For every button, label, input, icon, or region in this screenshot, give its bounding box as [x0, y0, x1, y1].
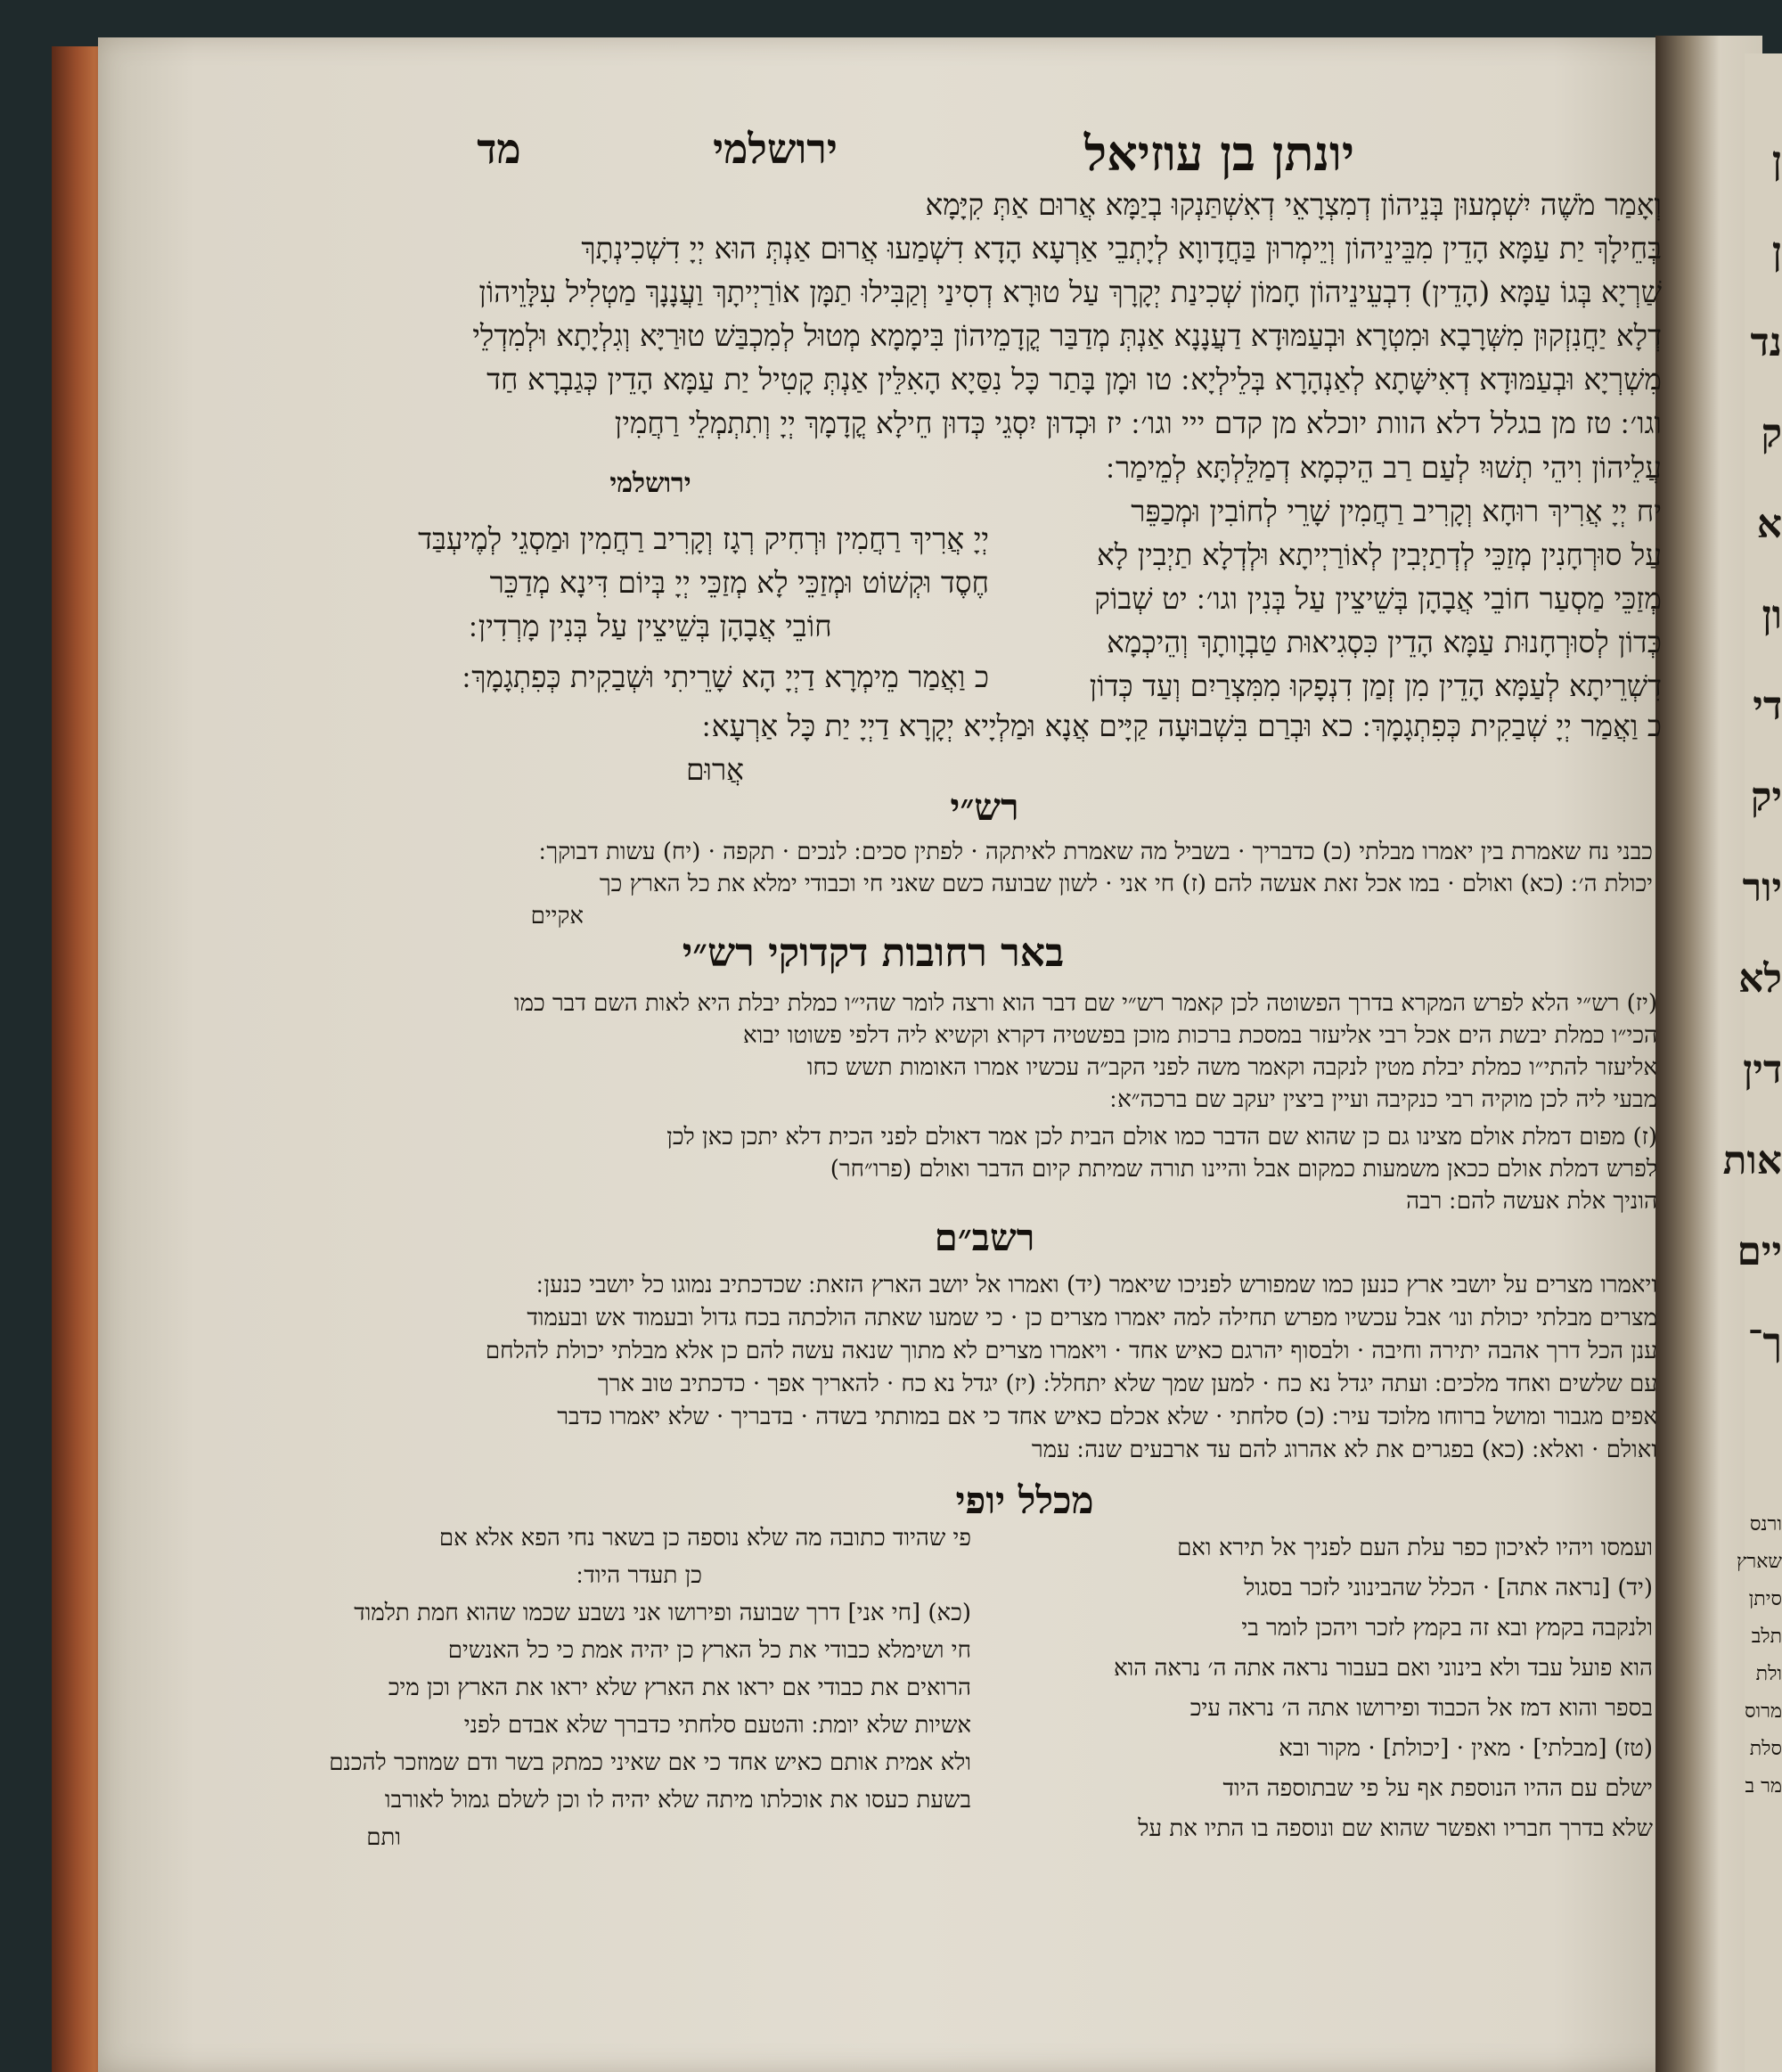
- next-page-small: סיתן: [1748, 1588, 1782, 1610]
- next-page-char: יים: [1737, 1229, 1782, 1274]
- mikhlal-line: (כא) [חי אני] דרך שבועה ופירושו אני נשבע שכמו שהוא חמת תלמוד: [354, 1600, 971, 1626]
- targum-line: דִשְׁרֵיתָא לְעַמָּא הָדֵין מִן זְמַן דִנְפָקוּ מִמִּצְרַיִם וְעַד כְּדוֹן: [1089, 668, 1662, 703]
- mikhlal-line: ישלם עם ההיו הנוספת אף על פי שבתוספה היוד: [1222, 1775, 1653, 1802]
- next-page-small: תלב: [1751, 1626, 1782, 1648]
- yerushalmi-line: חוֹבֵי אֲבָהָן בְּשֵׁיצֵין עַל בְּנִין מָרְדִין ׃: [469, 609, 832, 643]
- next-page-char: ן: [1771, 138, 1782, 184]
- next-page-fragments: [1722, 116, 1782, 1388]
- rashi-text: [316, 836, 1653, 932]
- beer-line: (יז) רש״י הלא לפרש המקרא בדרך הפשוטה לכן קאמר רש״י שם דבר הוא ורצה לומר שהי״ו כמלת יבלת היא לאות השם דבר כמו: [513, 990, 1657, 1017]
- targum-line: אֲרוּם: [685, 752, 744, 787]
- mikhlal-line: ולנקבה בקמץ ובא זה בקמץ לזכר ויהכן לומר בי: [1241, 1615, 1653, 1642]
- next-page-char: דין: [1743, 1047, 1782, 1093]
- rashbam-text: [312, 1269, 1657, 1467]
- next-page-char: יור: [1742, 865, 1782, 911]
- mikhlal-line: שלא בדרך חבריו ואפשר שהוא שם ונוספה בו התיו את על: [1138, 1815, 1653, 1842]
- mikhlal-line: פי שהיוד כתובה מה שלא נוספה כן בשאר נחי הפא אלא אם: [438, 1525, 971, 1552]
- rashi-line: יכולת ה׳ ׃ (כא) ואולם · במו אכל זאת אעשה להם (ז) חי אני · לשון שבועה כשם שאני חי וכבודי ימלא את כל הארץ כך: [599, 871, 1653, 897]
- next-page-char: נד: [1750, 320, 1782, 365]
- mikhlal-line: בספר והוא דמז אל הכבוד ופירושו אתה ה׳ נראה עיכ: [1189, 1695, 1653, 1722]
- targum-line: כְּדוֹן לְסוּרְחָנוּת עַמָּא הָדֵין כִּסְגִיאוּת טַבְוָותָךְ וְהֵיכְמָא: [1107, 625, 1662, 659]
- targum-line: שַׁרְיָא בְּגוֹ עַמָּא (הָדֵין) דִבְעֵינֵיהוֹן חָמוֹן שְׁכִינַת יְקָרָךְ עַל טוּרָא דְסִינַי וְקַבִּילוּ תַמָּן אוֹרַיְיתָךְ וַעֲנָנָךְ מַטְלִיל עִלָּוֵיהוֹן: [478, 274, 1662, 309]
- beer-text: [312, 987, 1657, 1217]
- beer-line: הוניך אלת אעשה להם ׃ רבה: [1406, 1188, 1657, 1215]
- rashbam-line: ענן הכל דרך אהבה יתירה וחיבה · ולבסוף יהרגם כאיש אחד · ויאמרו מצרים לא מתוך שנאה עשה להם כן אלא מבלתי יכולת להלחם: [485, 1338, 1657, 1364]
- mikhlal-line: חי ושימלא כבודי את כל הארץ כן יהיה אמת כי כל האנשים: [447, 1637, 971, 1664]
- next-page-char: ון: [1762, 593, 1782, 638]
- targum-line: עַל סוּרְחָנִין מְזַכֵּי לְדְתַיְבִין לְאוֹרַיְיתָא וּלְדְלָא תַיְבִין לָא: [1097, 537, 1662, 572]
- next-page-char: ק: [1761, 411, 1782, 456]
- running-title-right: יונתן בן עוזיאל: [1083, 125, 1354, 182]
- page-number: מד: [477, 125, 521, 173]
- rashi-section: [316, 782, 1653, 932]
- rashi-title: רש״י: [950, 785, 1019, 829]
- mikhlal-yofi-right-column: [993, 1528, 1653, 1849]
- rashbam-line: אפים מגבור ומושל ברוחו מלוכד עיר ׃ (כ) סלחתי · שלא אכלם כאיש אחד כי אם במותתי בשדה · בדבריך · שלא יאמרו כדבר: [557, 1404, 1657, 1430]
- beer-line: מבעי ליה לכן מוקיה רבי כנקיבה ועיין ביצין יעקב שם ברכה״א ׃: [1109, 1086, 1657, 1113]
- mikhlal-line: כן תעדר היוד ׃: [576, 1562, 702, 1589]
- mikhlal-line: הוא פועל עבד ולא בינוני ואם בעבור נראה אתה ה׳ נראה הוא: [1114, 1655, 1653, 1682]
- next-page-char: ך־: [1747, 1320, 1782, 1365]
- yerushalmi-text: [312, 517, 989, 699]
- next-page-char: אות: [1722, 1138, 1782, 1183]
- mikhlal-line: בשעת כעסו את אוכלתו מיתה שלא יהיה לו וכן לשלם גמול לאורבו: [384, 1787, 971, 1814]
- targum-line: וגו׳ ׃ טז מן בגלל דלא הוות יוכלא מן קדם ייי וגו׳ ׃ יז וּכְדוּן יִסְגֵי כְּדוּן חֵילָא קֳדָמָךְ יְיָ וְתִתְמְלֵי רַחֲמִין: [614, 405, 1662, 440]
- yerushalmi-column: [312, 463, 989, 699]
- next-page-small: ולת: [1755, 1663, 1782, 1685]
- mikhlal-line: הרואים את כבודי אם יראו את הארץ שלא יראו את הארץ וכן מיכ: [388, 1675, 971, 1701]
- mikhlal-line: ולא אמית אותם כאיש אחד כי אם שאיני כמתק בשר ודם שמוזכר להכנם: [329, 1749, 971, 1776]
- next-page-char: א: [1756, 502, 1782, 547]
- mikhlal-line: (יד) [נראה אתה] · הכלל שהבינוני לזכר בסגול: [1244, 1575, 1653, 1601]
- next-page-char: יק: [1750, 774, 1782, 820]
- next-page-small: מרוס: [1745, 1700, 1782, 1723]
- next-page-small: ורנס: [1749, 1513, 1782, 1536]
- mikhlal-yofi-title: מכלל יופי: [955, 1478, 1094, 1522]
- mikhlal-line: ותם: [366, 1824, 401, 1851]
- targum-line: יח יְיָ אֲרִיךְ רוּחָא וְקָרִיב רַחֲמִין שָׁרֵי לְחוֹבִין וּמְכַפֵּר: [1131, 494, 1662, 528]
- mikhlal-line: אשיות שלא יומת ׃ והטעם סלחתי כדברך שלא אבדם לפני: [463, 1712, 971, 1739]
- beer-line: (ז) מפום דמלת אולם מצינו גם כן שהוא שם הדבר כמו אולם הבית לכן אמר דאולם לפני הכית דלא יתכן כאן לכן: [666, 1124, 1657, 1151]
- rashbam-line: ואולם · ואלא ׃ (כא) בפגרים את לא אהרוג להם עד ארבעים שנה ׃ עמר: [1031, 1437, 1657, 1463]
- targum-line: מִשְׁרְיָא וּבְעַמּוּדָא דְאִישָּׁתָא לְאַנְהָרָא בְּלֵילְיָא ׃ טו וּמָן בָּתַר כָּל נִסַּיָא הָאִלֵּין אַנְתְּ קָטִיל יַת עַמָּא הָדֵין כְּגַבְרָא חַד: [486, 362, 1662, 397]
- next-page-small-fragments: [1733, 1506, 1782, 1806]
- targum-jonathan-right-column: [1007, 446, 1662, 708]
- next-page-char: לא: [1738, 956, 1782, 1002]
- beer-line: אליעזר להתי״ו כמלת יבלת מטין לנקבה וקאמר משה לפני הקב״ה עכשיו אמרו האומות תשש כחו: [806, 1054, 1657, 1081]
- rashi-line: אקיים: [530, 903, 584, 930]
- targum-line: מְזַכֵּי מַסְעַר חוֹבֵי אֲבָהָן בְּשֵׁיצֵין עַל בְּנִין וגו׳ ׃ יט שְׁבוֹק: [1094, 581, 1662, 616]
- next-page-char: די: [1753, 684, 1782, 729]
- rashbam-line: ויאמרו מצרים על יושבי ארץ כנען כמו שמפורש לפניכו שיאמר (יד) ואמרו אל יושב הארץ הזאת ׃ שכדכתיב נמוגו כל יושבי כנען ׃: [536, 1272, 1657, 1298]
- beer-line: לפרש דמלת אולם ככאן משמעות כמקום אבל והיינו תורה שמיתת קיום הדבר ואולם (פרו״חר): [830, 1156, 1657, 1183]
- yerushalmi-title: ירושלמי: [609, 468, 691, 499]
- rashbam-line: עם שלשים ואחד מלכים ׃ ועתה יגדל נא כח · למען שמך שלא יתחלל ׃ (יז) יגדל נא כח · להאריך אפך · כדכתיב טוב ארך: [597, 1371, 1657, 1397]
- mikhlal-line: ועמסו ויהיו לאיכון כפר עלת העם לפניך אל תירא ואם: [1177, 1535, 1653, 1561]
- next-page-small: מר ב: [1745, 1775, 1782, 1798]
- next-page-small: שארץ: [1736, 1551, 1782, 1573]
- mikhlal-yofi-left-column: [307, 1519, 971, 1856]
- targum-line: וְאָמַר מֹשֶׁה יִשְׁמְעוּן בְּנֵיהוֹן דְמִצְרָאֵי דְאִשְׁתַּנְקוּ בְיַמָּא אֲרוּם אַתְּ קִיָּמָא: [925, 187, 1662, 222]
- targum-jonathan-closing: [356, 704, 1662, 791]
- targum-jonathan-text: [321, 183, 1662, 445]
- targum-line: כ וַאֲמַר יְיָ שְׁבַקִית כְּפִתְגָמָךְ ׃ כא וּבְרַם בִּשְׁבוּעָה קַיָּים אֲנָא וּמַלְיָיא יְקָרָא דַיְיָ יַת כָּל אַרְעָא ׃: [702, 708, 1662, 743]
- rashbam-title: רשב״ם: [934, 1216, 1035, 1259]
- beer-title: באר רחובות דקדוקי רש״י: [682, 930, 1065, 976]
- running-title-left: ירושלמי: [713, 125, 838, 173]
- targum-line: עֲלֵיהוֹן וִיהֵי תְשׁוּיִ לְעַם רַב הֵיכְמָא דְמַלֵּלְתָּא לְמֵימַר ׃: [1106, 450, 1662, 485]
- beer-section: [312, 927, 1657, 1217]
- rashbam-section: [312, 1212, 1657, 1467]
- yerushalmi-line: יְיָ אֲרִיךְ רַחֲמִין וּרְחִיק רְגָז וְקָרִיב רַחֲמִין וּמַסְגֵי לְמֶיעְבַּד: [418, 521, 989, 556]
- yerushalmi-line: חֶסֶד וּקְשׁוֹט וּמְזַכֵּי לָא מְזַכֵּי יְיָ בְּיוֹם דִּינָא מְדַכֵּר: [489, 565, 989, 600]
- rashi-line: כבני נח שאמרת בין יאמרו מבלתי (כ) כדבריך · בשביל מה שאמרת לאיתקה · לפתין סכים ׃ לנכים · תקפה · (יח) עשות דבוקך ׃: [539, 839, 1653, 865]
- targum-line: בְּחֵילָךְ יַת עַמָּא הָדֵין מִבֵּינֵיהוֹן וְיֵימְרוּן בַּחֲדָווָא לְיָתְבֵי אַרְעָא הָדָא דִשְׁמַעוּ אֲרוּם אַנְתְּ הוּא יְיָ דִשְׁכִינְתָךְ: [581, 231, 1662, 266]
- next-page-small: סלת: [1749, 1738, 1782, 1760]
- mikhlal-line: (טז) [מבלתי] · מאין · [יכולת] · מקור ובא: [1279, 1735, 1653, 1762]
- yerushalmi-line: כ וַאֲמַר מֵימְרָא דַיְיָ הָא שָׁרֵיתִי וּשְׁבַקִית כְּפִתְגָמָךְ ׃: [462, 659, 989, 694]
- next-page-char: ן: [1771, 229, 1782, 274]
- beer-line: הכי״ו כמלת יבשת הים אכל רבי אליעזר במסכת ברכות מוכן בפשטיה דקרא וקשיא ליה דלפי פשוטו יבוא: [742, 1022, 1657, 1049]
- rashbam-line: מצרים מבלתי יכולת ונו׳ אבל עכשיו מפרש תחילה למה יאמרו מצרים כן · כי שמעו שאתה הולכתה בכח גדול ובעמוד אש ובעמוד: [527, 1305, 1657, 1331]
- targum-line: דְלָא יַחֲנִזְקוּן מִשְּׁרָבָא וּמִטְרָא וּבְעַמּוּדָא דַעֲנָנָא אַנְתְּ מְדַבַּר קֳדָמֵיהוֹן בִּימָמָא מְטוּל לְמִכְבַּשׁ טוּרַיָּא וְגִלְיָתָא וּלְמִדְלֵי: [472, 318, 1662, 353]
